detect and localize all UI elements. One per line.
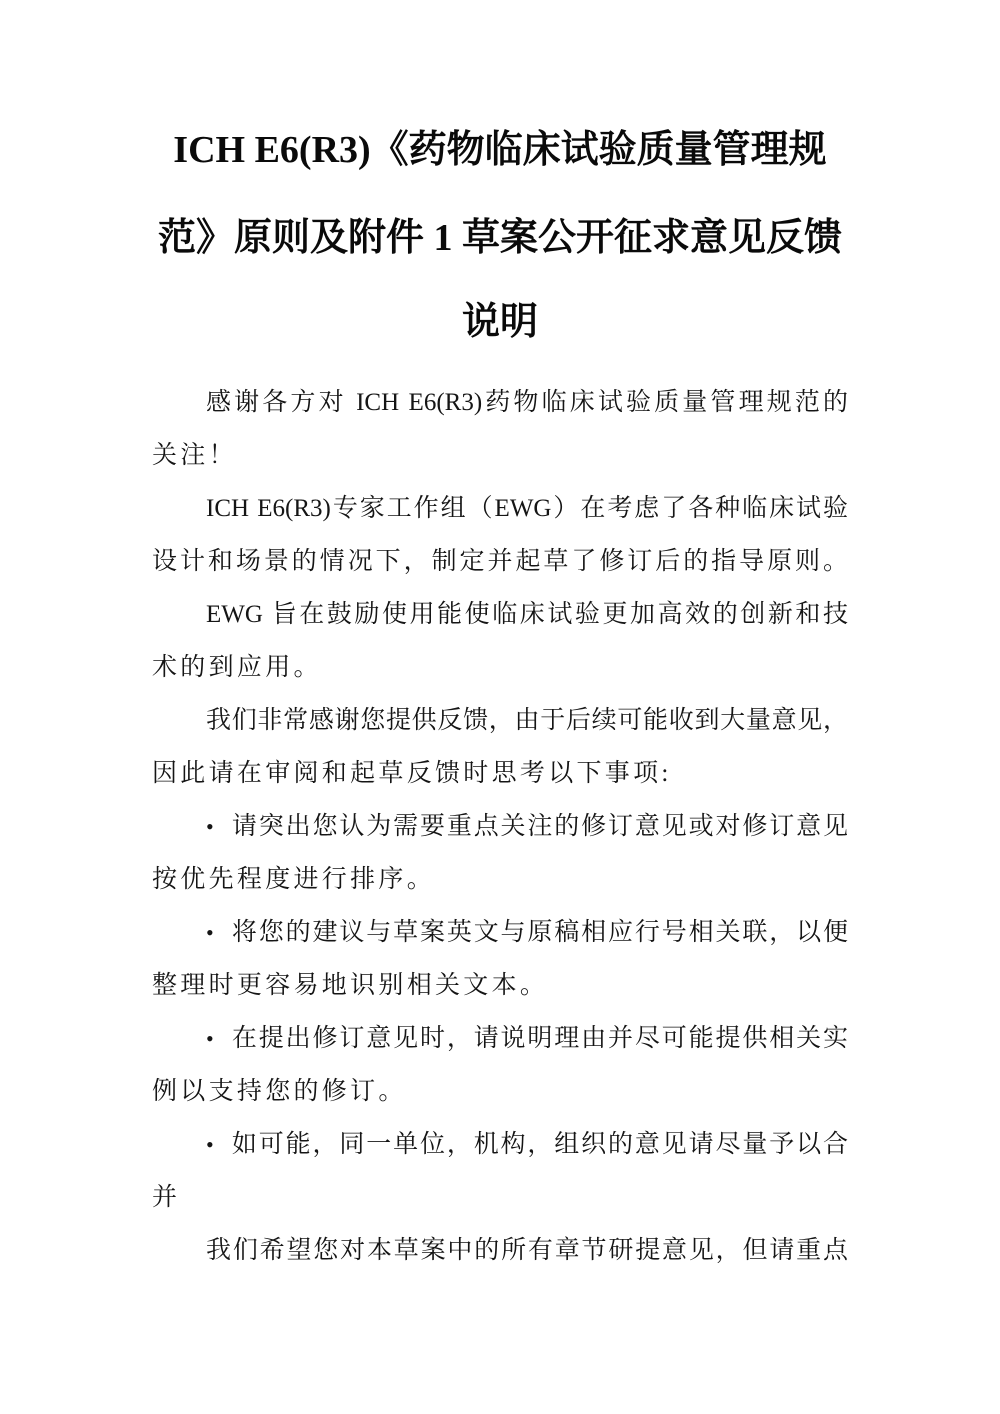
bullet-item-rationale bbox=[152, 1012, 852, 1118]
paragraph-line: 关注！ bbox=[152, 442, 237, 469]
paragraph-line: 我们希望您对本草案中的所有章节研提意见，但请重点 bbox=[206, 1237, 848, 1264]
bullet-text: 请突出您认为需要重点关注的修订意见或对修订意见 bbox=[230, 813, 848, 840]
bullet-icon: • bbox=[206, 814, 214, 839]
bullet-icon: • bbox=[206, 920, 214, 945]
paragraph-line: EWG 旨在鼓励使用能使临床试验更加高效的创新和技 bbox=[206, 601, 848, 628]
paragraph-line: 感谢各方对 ICH E6(R3)药物临床试验质量管理规范的 bbox=[206, 389, 848, 416]
bullet-item-prioritize bbox=[152, 800, 852, 906]
bullet-item-consolidate bbox=[152, 1118, 852, 1224]
paragraph-line: 我们非常感谢您提供反馈，由于后续可能收到大量意见， bbox=[206, 707, 848, 734]
paragraph-line: 设计和场景的情况下，制定并起草了修订后的指导原则。 bbox=[152, 548, 848, 575]
bullet-item-line-numbers bbox=[152, 906, 852, 1012]
paragraph-line: ICH E6(R3)专家工作组（EWG）在考虑了各种临床试验 bbox=[206, 495, 848, 522]
paragraph-all-sections bbox=[152, 1224, 852, 1277]
bullet-text: 在提出修订意见时，请说明理由并尽可能提供相关实 bbox=[230, 1025, 848, 1052]
bullet-first-line bbox=[152, 1118, 848, 1171]
paragraph-line: 术的到应用。 bbox=[152, 654, 322, 681]
document-title-line-3: 说明 bbox=[461, 301, 538, 343]
document-title-line-1: ICH E6(R3)《药物临床试验质量管理规 bbox=[173, 129, 827, 171]
bullet-first-line bbox=[152, 906, 848, 959]
paragraph-thanks bbox=[152, 376, 852, 482]
paragraph-line: 因此请在审阅和起草反馈时思考以下事项: bbox=[152, 760, 672, 787]
document-title-line-2: 范》原则及附件 1 草案公开征求意见反馈 bbox=[157, 217, 842, 259]
document-body bbox=[152, 376, 852, 1277]
bullet-line: 按优先程度进行排序。 bbox=[152, 866, 436, 893]
bullet-line: 整理时更容易地识别相关文本。 bbox=[152, 972, 549, 999]
paragraph-ewg-aim bbox=[152, 588, 852, 694]
paragraph-ewg-drafting bbox=[152, 482, 852, 588]
bullet-icon: • bbox=[206, 1132, 214, 1157]
bullet-line: 例以支持您的修订。 bbox=[152, 1078, 407, 1105]
bullet-first-line bbox=[152, 800, 848, 853]
bullet-first-line bbox=[152, 1012, 848, 1065]
paragraph-feedback-intro bbox=[152, 694, 852, 800]
bullet-line: 并 bbox=[152, 1184, 181, 1211]
bullet-text: 如可能，同一单位，机构，组织的意见请尽量予以合 bbox=[230, 1131, 848, 1158]
bullet-icon: • bbox=[206, 1026, 214, 1051]
bullet-text: 将您的建议与草案英文与原稿相应行号相关联，以便 bbox=[230, 919, 848, 946]
